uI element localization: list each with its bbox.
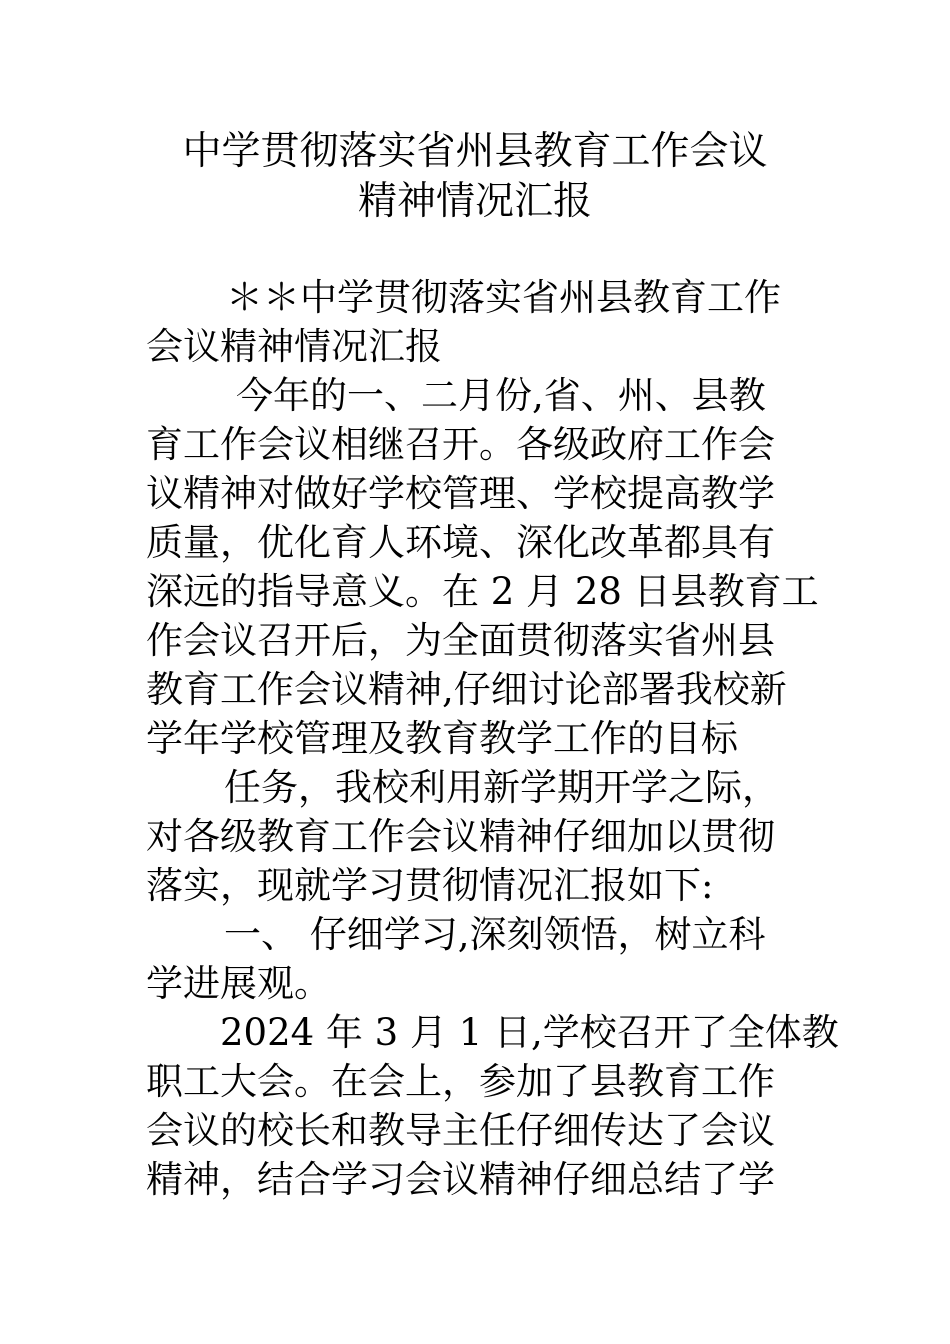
text-line: 议精神对做好学校管理、学校提高教学 xyxy=(146,472,775,515)
text-line: 教育工作会议精神,仔细讨论部署我校新 xyxy=(146,668,787,711)
text-line: 育工作会议相继召开。各级政府工作会 xyxy=(146,423,775,466)
text-line: 质量，优化育人环境、深化改革都具有 xyxy=(146,521,775,564)
text-line: 精神，结合学习会议精神仔细总结了学 xyxy=(146,1158,775,1201)
paragraph-1 xyxy=(146,273,808,371)
text-line: 一、 仔细学习,深刻领悟，树立科 xyxy=(224,913,766,956)
text-line: 今年的一、二月份,省、州、县教 xyxy=(236,374,766,417)
text-line: 学进展观。 xyxy=(146,962,331,1005)
title-line-1: 中学贯彻落实省州县教育工作会议 xyxy=(182,129,768,174)
text-line: 会议精神情况汇报 xyxy=(146,325,442,368)
text-line: 2024 年 3 月 1 日,学校召开了全体教 xyxy=(220,1011,839,1054)
paragraph-2 xyxy=(146,371,819,763)
text-line: 学年学校管理及教育教学工作的目标 xyxy=(146,717,738,760)
text-line: ＊＊中学贯彻落实省州县教育工作 xyxy=(226,276,781,319)
text-line: 职工大会。在会上，参加了县教育工作 xyxy=(146,1060,775,1103)
text-line: 对各级教育工作会议精神仔细加以贯彻 xyxy=(146,815,775,858)
text-line: 任务，我校利用新学期开学之际， xyxy=(224,766,779,809)
document-body xyxy=(146,273,839,1204)
text-line: 落实，现就学习贯彻情况汇报如下: xyxy=(146,864,714,907)
text-line: 会议的校长和教导主任仔细传达了会议 xyxy=(146,1109,775,1152)
text-line: 作会议召开后，为全面贯彻落实省州县 xyxy=(146,619,775,662)
section-heading-1 xyxy=(146,910,808,1008)
document-title xyxy=(120,127,830,227)
text-line: 深远的指导意义。在 2 月 28 日县教育工 xyxy=(146,570,819,613)
title-line-2: 精神情况汇报 xyxy=(357,179,592,224)
paragraph-3 xyxy=(146,763,808,910)
paragraph-4 xyxy=(146,1008,839,1204)
